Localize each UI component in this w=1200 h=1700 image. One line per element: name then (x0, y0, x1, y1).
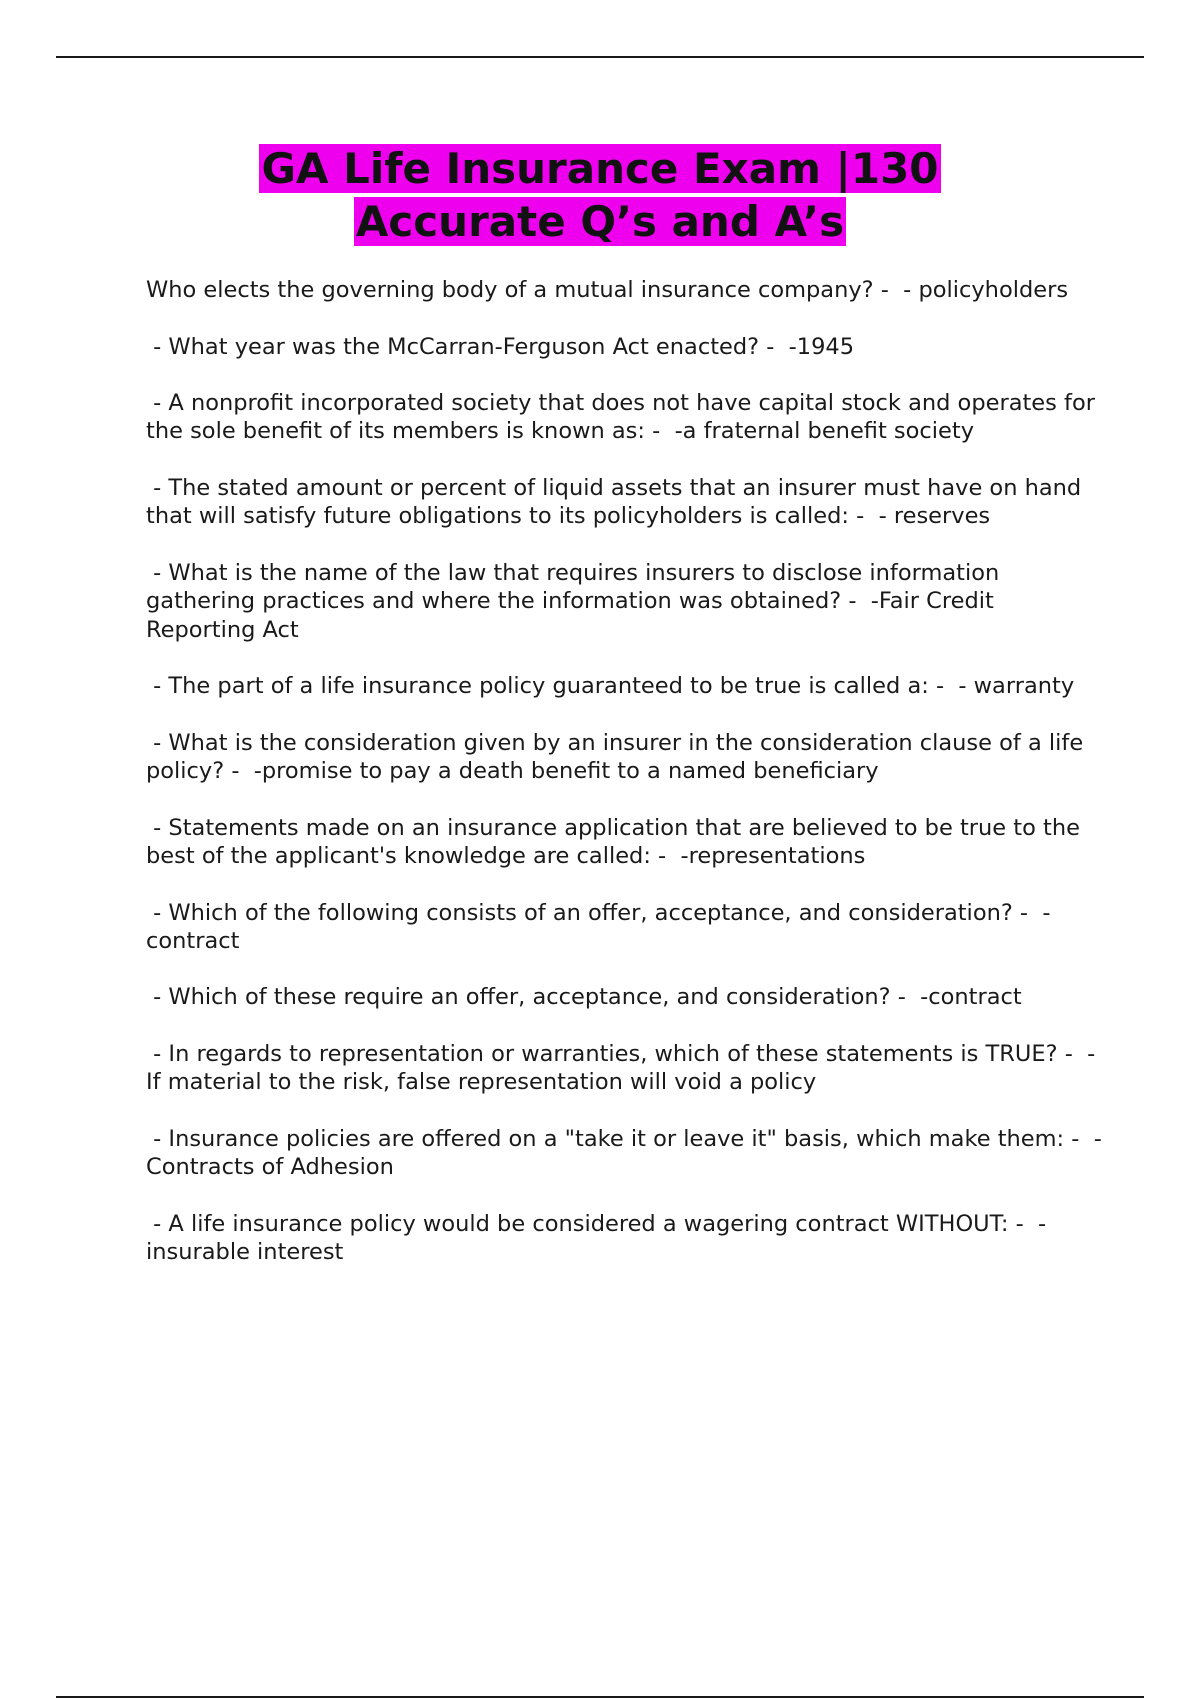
qa-item-10: - Which of these require an offer, acceptance, and consideration? - -contract (146, 984, 1022, 1011)
qa-item-2: - What year was the McCarran-Ferguson Act enacted? - -1945 (146, 333, 855, 360)
title-line-2: Accurate Q’s and A’s (355, 197, 845, 246)
qa-list (146, 276, 1106, 1295)
qa-item-13: - A life insurance policy would be considered a wagering contract WITHOUT: - -insurable interest (146, 1210, 1047, 1266)
qa-item-11: - In regards to representation or warranties, which of these statements is TRUE? - -If material to the risk, false representation will void a policy (146, 1041, 1096, 1096)
qa-item-1: Who elects the governing body of a mutual insurance company? - - policyholders (146, 277, 1069, 303)
qa-item-7: - What is the consideration given by an insurer in the consideration clause of a life policy? - -promise to pay a death benefit to a named beneficiary (146, 729, 1091, 785)
top-rule (56, 56, 1144, 58)
title-line-1: GA Life Insurance Exam |130 (261, 144, 939, 193)
qa-item-5: - What is the name of the law that requires insurers to disclose information gathering practices and where the information was obtained? - -Fair Credit Reporting Act (146, 559, 1007, 643)
qa-item-8: - Statements made on an insurance application that are believed to be true to the best of the applicant's knowledge are called: - -representations (146, 814, 1088, 869)
qa-item-3: - A nonprofit incorporated society that does not have capital stock and operates for the sole benefit of its members is known as: - -a fraternal benefit society (146, 390, 1103, 445)
qa-item-6: - The part of a life insurance policy guaranteed to be true is called a: - - warranty (146, 673, 1075, 700)
document-title (100, 142, 1100, 248)
bottom-rule (56, 1696, 1144, 1698)
qa-item-4: - The stated amount or percent of liquid assets that an insurer must have on hand that will satisfy future obligations to its policyholders is called: - - reserves (146, 475, 1089, 530)
qa-item-9: - Which of the following consists of an offer, acceptance, and consideration? - -contract (146, 899, 1051, 954)
qa-item-12: - Insurance policies are offered on a "take it or leave it" basis, which make them: - -Contracts of Adhesion (146, 1125, 1102, 1181)
